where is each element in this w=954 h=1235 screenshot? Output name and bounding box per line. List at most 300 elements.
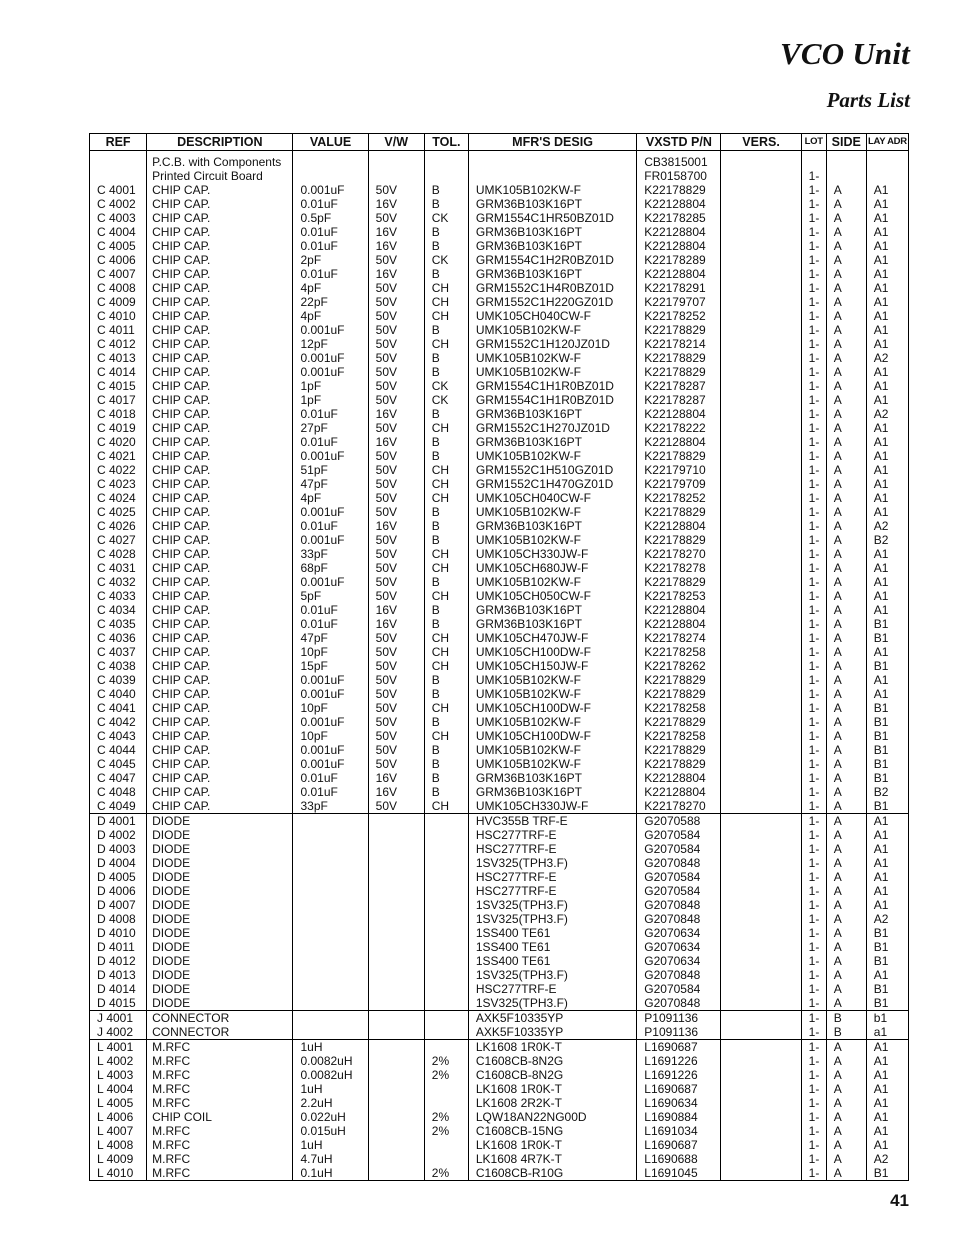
tol-cell: CH — [424, 491, 468, 505]
value-cell — [293, 954, 368, 968]
vw-cell — [368, 954, 424, 968]
side-cell: A — [826, 603, 866, 617]
vw-cell — [368, 1096, 424, 1110]
ref-cell: C 4010 — [90, 309, 147, 323]
vw-cell — [368, 912, 424, 926]
vers-cell — [721, 1166, 801, 1181]
side-cell: A — [826, 435, 866, 449]
vw-cell — [368, 1040, 424, 1055]
lot-cell: 1- — [801, 645, 826, 659]
ref-cell: C 4045 — [90, 757, 147, 771]
lay-adr-cell: A1 — [866, 575, 908, 589]
description-cell: CHIP CAP. — [147, 295, 293, 309]
lot-cell: 1- — [801, 1110, 826, 1124]
side-cell: A — [826, 407, 866, 421]
tol-cell: B — [424, 673, 468, 687]
vxstd-pn-cell: K22178829 — [637, 183, 721, 197]
vers-cell — [721, 281, 801, 295]
parts-table-body — [90, 151, 909, 1181]
vxstd-pn-cell: K22128804 — [637, 197, 721, 211]
vxstd-pn-cell: L1690688 — [637, 1152, 721, 1166]
description-cell: CHIP CAP. — [147, 239, 293, 253]
vw-cell — [368, 926, 424, 940]
mfr-desig-cell: UMK105B102KW-F — [468, 575, 636, 589]
mfr-desig-cell: UMK105B102KW-F — [468, 687, 636, 701]
lot-cell: 1- — [801, 814, 826, 829]
lay-adr-cell: B1 — [866, 617, 908, 631]
vw-cell — [368, 155, 424, 169]
ref-cell: C 4024 — [90, 491, 147, 505]
vxstd-pn-cell: L1690687 — [637, 1040, 721, 1055]
table-row — [90, 281, 909, 295]
vw-cell — [368, 940, 424, 954]
side-cell: A — [826, 785, 866, 799]
tol-cell: CH — [424, 477, 468, 491]
description-cell: CHIP CAP. — [147, 281, 293, 295]
value-cell: 47pF — [293, 477, 368, 491]
vxstd-pn-cell: K22178270 — [637, 799, 721, 814]
table-row — [90, 940, 909, 954]
description-cell: DIODE — [147, 856, 293, 870]
vxstd-pn-cell: K22128804 — [637, 603, 721, 617]
mfr-desig-cell: HVC355B TRF-E — [468, 814, 636, 829]
value-cell — [293, 996, 368, 1011]
vw-cell: 50V — [368, 729, 424, 743]
side-cell: A — [826, 1138, 866, 1152]
description-cell: CHIP CAP. — [147, 365, 293, 379]
vers-cell — [721, 155, 801, 169]
lay-adr-cell: A1 — [866, 449, 908, 463]
mfr-desig-cell: GRM36B103K16PT — [468, 617, 636, 631]
table-row — [90, 365, 909, 379]
ref-cell: C 4047 — [90, 771, 147, 785]
value-cell — [293, 912, 368, 926]
side-cell: A — [826, 631, 866, 645]
lot-cell: 1- — [801, 449, 826, 463]
vw-cell — [368, 842, 424, 856]
vers-cell — [721, 351, 801, 365]
lay-adr-cell: A1 — [866, 589, 908, 603]
lay-adr-cell: A1 — [866, 1040, 908, 1055]
vxstd-pn-cell: G2070584 — [637, 884, 721, 898]
vers-cell — [721, 842, 801, 856]
mfr-desig-cell: GRM36B103K16PT — [468, 603, 636, 617]
tol-cell — [424, 814, 468, 829]
lay-adr-cell: A1 — [866, 365, 908, 379]
value-cell: 0.015uH — [293, 1124, 368, 1138]
side-cell: A — [826, 996, 866, 1011]
value-cell — [293, 1011, 368, 1026]
table-row — [90, 982, 909, 996]
description-cell: M.RFC — [147, 1152, 293, 1166]
vw-cell: 16V — [368, 617, 424, 631]
mfr-desig-cell: LK1608 2R2K-T — [468, 1096, 636, 1110]
value-cell: 1uH — [293, 1138, 368, 1152]
side-cell: A — [826, 309, 866, 323]
mfr-desig-cell: LK1608 4R7K-T — [468, 1152, 636, 1166]
vw-cell: 50V — [368, 659, 424, 673]
description-cell: DIODE — [147, 814, 293, 829]
vw-cell: 16V — [368, 267, 424, 281]
vxstd-pn-cell: K22178829 — [637, 687, 721, 701]
value-cell: 47pF — [293, 631, 368, 645]
description-cell: CHIP COIL — [147, 1110, 293, 1124]
value-cell — [293, 898, 368, 912]
lay-adr-cell: A1 — [866, 505, 908, 519]
tol-cell: B — [424, 757, 468, 771]
tol-cell — [424, 912, 468, 926]
mfr-desig-cell: UMK105B102KW-F — [468, 673, 636, 687]
table-row — [90, 1138, 909, 1152]
lot-cell: 1- — [801, 169, 826, 183]
side-cell: A — [826, 253, 866, 267]
tol-cell: CH — [424, 701, 468, 715]
tol-cell — [424, 1138, 468, 1152]
lay-adr-cell: A1 — [866, 1110, 908, 1124]
vxstd-pn-cell: K22179709 — [637, 477, 721, 491]
vxstd-pn-cell: K22178829 — [637, 449, 721, 463]
vers-cell — [721, 856, 801, 870]
side-cell: A — [826, 645, 866, 659]
vers-cell — [721, 169, 801, 183]
lot-cell: 1- — [801, 519, 826, 533]
value-cell: 0.001uF — [293, 365, 368, 379]
lot-cell: 1- — [801, 884, 826, 898]
vers-cell — [721, 729, 801, 743]
column-header-vw: V/W — [368, 134, 424, 151]
value-cell — [293, 884, 368, 898]
tol-cell — [424, 996, 468, 1011]
mfr-desig-cell: 1SS400 TE61 — [468, 940, 636, 954]
vw-cell — [368, 856, 424, 870]
lot-cell: 1- — [801, 589, 826, 603]
lot-cell: 1- — [801, 799, 826, 814]
vers-cell — [721, 799, 801, 814]
description-cell: CONNECTOR — [147, 1011, 293, 1026]
lot-cell: 1- — [801, 940, 826, 954]
ref-cell: C 4028 — [90, 547, 147, 561]
lot-cell: 1- — [801, 771, 826, 785]
lot-cell: 1- — [801, 491, 826, 505]
tol-cell — [424, 856, 468, 870]
tol-cell: B — [424, 267, 468, 281]
tol-cell: CH — [424, 295, 468, 309]
vw-cell: 50V — [368, 477, 424, 491]
table-row — [90, 1054, 909, 1068]
lot-cell: 1- — [801, 281, 826, 295]
vw-cell: 50V — [368, 673, 424, 687]
table-row — [90, 393, 909, 407]
tol-cell — [424, 1096, 468, 1110]
vers-cell — [721, 884, 801, 898]
lay-adr-cell: B1 — [866, 757, 908, 771]
lot-cell: 1- — [801, 701, 826, 715]
description-cell: CHIP CAP. — [147, 225, 293, 239]
vers-cell — [721, 547, 801, 561]
ref-cell: D 4013 — [90, 968, 147, 982]
mfr-desig-cell: UMK105CH470JW-F — [468, 631, 636, 645]
ref-cell: C 4009 — [90, 295, 147, 309]
tol-cell: B — [424, 575, 468, 589]
tol-cell: CH — [424, 659, 468, 673]
vers-cell — [721, 1096, 801, 1110]
lot-cell: 1- — [801, 561, 826, 575]
vers-cell — [721, 701, 801, 715]
side-cell: A — [826, 365, 866, 379]
lot-cell: 1- — [801, 295, 826, 309]
description-cell: CHIP CAP. — [147, 631, 293, 645]
lay-adr-cell: A1 — [866, 295, 908, 309]
vers-cell — [721, 477, 801, 491]
vw-cell — [368, 968, 424, 982]
description-cell: DIODE — [147, 842, 293, 856]
mfr-desig-cell: UMK105B102KW-F — [468, 365, 636, 379]
vw-cell: 50V — [368, 211, 424, 225]
side-cell: A — [826, 267, 866, 281]
ref-cell: C 4048 — [90, 785, 147, 799]
mfr-desig-cell: UMK105B102KW-F — [468, 351, 636, 365]
side-cell: A — [826, 393, 866, 407]
vxstd-pn-cell: G2070588 — [637, 814, 721, 829]
vers-cell — [721, 771, 801, 785]
lay-adr-cell: A1 — [866, 239, 908, 253]
description-cell: CHIP CAP. — [147, 267, 293, 281]
vxstd-pn-cell: K22178252 — [637, 309, 721, 323]
tol-cell: CH — [424, 337, 468, 351]
vers-cell — [721, 870, 801, 884]
table-row — [90, 407, 909, 421]
vers-cell — [721, 828, 801, 842]
side-cell: A — [826, 701, 866, 715]
lot-cell: 1- — [801, 351, 826, 365]
vxstd-pn-cell: K22178829 — [637, 323, 721, 337]
page-title: VCO Unit — [780, 36, 910, 71]
mfr-desig-cell: GRM1552C1H220GZ01D — [468, 295, 636, 309]
vers-cell — [721, 323, 801, 337]
side-cell: A — [826, 954, 866, 968]
lay-adr-cell: A1 — [866, 814, 908, 829]
ref-cell: C 4043 — [90, 729, 147, 743]
ref-cell: D 4011 — [90, 940, 147, 954]
ref-cell: C 4004 — [90, 225, 147, 239]
tol-cell: CK — [424, 379, 468, 393]
mfr-desig-cell: GRM1552C1H270JZ01D — [468, 421, 636, 435]
vers-cell — [721, 589, 801, 603]
description-cell: M.RFC — [147, 1124, 293, 1138]
value-cell: 0.001uF — [293, 449, 368, 463]
column-header-value: VALUE — [293, 134, 368, 151]
vxstd-pn-cell: K22128804 — [637, 407, 721, 421]
vxstd-pn-cell: FR0158700 — [637, 169, 721, 183]
vers-cell — [721, 337, 801, 351]
table-row — [90, 421, 909, 435]
description-cell: CHIP CAP. — [147, 379, 293, 393]
side-cell: A — [826, 323, 866, 337]
lot-cell: 1- — [801, 1054, 826, 1068]
side-cell: A — [826, 799, 866, 814]
vers-cell — [721, 407, 801, 421]
tol-cell: B — [424, 225, 468, 239]
description-cell: CHIP CAP. — [147, 505, 293, 519]
tol-cell: CH — [424, 547, 468, 561]
lot-cell: 1- — [801, 996, 826, 1011]
description-cell: M.RFC — [147, 1054, 293, 1068]
lot-cell: 1- — [801, 898, 826, 912]
vw-cell: 50V — [368, 365, 424, 379]
lay-adr-cell: A1 — [866, 1082, 908, 1096]
description-cell: CHIP CAP. — [147, 757, 293, 771]
vw-cell: 16V — [368, 519, 424, 533]
mfr-desig-cell: UMK105B102KW-F — [468, 323, 636, 337]
value-cell: 0.01uF — [293, 225, 368, 239]
lot-cell: 1- — [801, 365, 826, 379]
lay-adr-cell: A1 — [866, 1138, 908, 1152]
lot-cell: 1- — [801, 1082, 826, 1096]
mfr-desig-cell: GRM36B103K16PT — [468, 267, 636, 281]
side-cell: A — [826, 337, 866, 351]
vers-cell — [721, 968, 801, 982]
vers-cell — [721, 1082, 801, 1096]
table-row — [90, 1040, 909, 1055]
lay-adr-cell: A2 — [866, 912, 908, 926]
lot-cell: 1- — [801, 211, 826, 225]
description-cell: CHIP CAP. — [147, 701, 293, 715]
value-cell — [293, 828, 368, 842]
mfr-desig-cell: GRM36B103K16PT — [468, 225, 636, 239]
vw-cell: 50V — [368, 799, 424, 814]
page-number: 41 — [890, 1191, 909, 1210]
ref-cell: C 4036 — [90, 631, 147, 645]
table-row — [90, 1096, 909, 1110]
value-cell — [293, 926, 368, 940]
table-row — [90, 351, 909, 365]
vw-cell: 50V — [368, 715, 424, 729]
table-row — [90, 547, 909, 561]
vxstd-pn-cell: K22178222 — [637, 421, 721, 435]
lot-cell: 1- — [801, 785, 826, 799]
vers-cell — [721, 687, 801, 701]
description-cell: CHIP CAP. — [147, 351, 293, 365]
vw-cell — [368, 828, 424, 842]
value-cell: 1pF — [293, 393, 368, 407]
ref-cell: C 4011 — [90, 323, 147, 337]
vxstd-pn-cell: G2070584 — [637, 870, 721, 884]
vxstd-pn-cell: K22128804 — [637, 617, 721, 631]
value-cell: 10pF — [293, 729, 368, 743]
vxstd-pn-cell: K22128804 — [637, 785, 721, 799]
value-cell: 0.001uF — [293, 351, 368, 365]
ref-cell: C 4007 — [90, 267, 147, 281]
value-cell: 0.01uF — [293, 267, 368, 281]
side-cell: A — [826, 912, 866, 926]
side-cell: A — [826, 533, 866, 547]
vw-cell: 16V — [368, 603, 424, 617]
value-cell: 2pF — [293, 253, 368, 267]
description-cell: CHIP CAP. — [147, 771, 293, 785]
description-cell: DIODE — [147, 828, 293, 842]
table-row — [90, 561, 909, 575]
table-row — [90, 449, 909, 463]
description-cell: CHIP CAP. — [147, 645, 293, 659]
vw-cell — [368, 1152, 424, 1166]
tol-cell: B — [424, 197, 468, 211]
side-cell: A — [826, 926, 866, 940]
side-cell: A — [826, 814, 866, 829]
mfr-desig-cell: GRM36B103K16PT — [468, 197, 636, 211]
value-cell: 4pF — [293, 491, 368, 505]
table-header-row — [90, 134, 909, 151]
ref-cell: C 4023 — [90, 477, 147, 491]
side-cell: A — [826, 505, 866, 519]
value-cell: 1uH — [293, 1040, 368, 1055]
lay-adr-cell: B1 — [866, 659, 908, 673]
description-cell: CHIP CAP. — [147, 463, 293, 477]
lot-cell: 1- — [801, 421, 826, 435]
table-row — [90, 197, 909, 211]
mfr-desig-cell: C1608CB-8N2G — [468, 1068, 636, 1082]
lay-adr-cell: A1 — [866, 267, 908, 281]
description-cell: CHIP CAP. — [147, 617, 293, 631]
lay-adr-cell — [866, 155, 908, 169]
vxstd-pn-cell: K22178253 — [637, 589, 721, 603]
mfr-desig-cell: GRM36B103K16PT — [468, 785, 636, 799]
table-row — [90, 701, 909, 715]
tol-cell: CK — [424, 211, 468, 225]
ref-cell: D 4001 — [90, 814, 147, 829]
parts-table — [89, 133, 909, 1181]
description-cell: CONNECTOR — [147, 1025, 293, 1040]
mfr-desig-cell: UMK105B102KW-F — [468, 757, 636, 771]
lay-adr-cell: A2 — [866, 407, 908, 421]
tol-cell: CH — [424, 421, 468, 435]
vxstd-pn-cell: G2070848 — [637, 912, 721, 926]
mfr-desig-cell: GRM36B103K16PT — [468, 519, 636, 533]
side-cell: A — [826, 281, 866, 295]
mfr-desig-cell: GRM36B103K16PT — [468, 435, 636, 449]
side-cell: A — [826, 477, 866, 491]
vers-cell — [721, 211, 801, 225]
mfr-desig-cell: UMK105B102KW-F — [468, 449, 636, 463]
lot-cell: 1- — [801, 757, 826, 771]
value-cell — [293, 870, 368, 884]
lot-cell: 1- — [801, 309, 826, 323]
table-row — [90, 743, 909, 757]
table-row — [90, 1124, 909, 1138]
ref-cell: D 4004 — [90, 856, 147, 870]
ref-cell: L 4009 — [90, 1152, 147, 1166]
vxstd-pn-cell: K22178278 — [637, 561, 721, 575]
tol-cell — [424, 982, 468, 996]
ref-cell: D 4005 — [90, 870, 147, 884]
lot-cell: 1- — [801, 1152, 826, 1166]
lay-adr-cell: a1 — [866, 1025, 908, 1040]
ref-cell: C 4034 — [90, 603, 147, 617]
vers-cell — [721, 197, 801, 211]
mfr-desig-cell: UMK105CH100DW-F — [468, 701, 636, 715]
table-row — [90, 757, 909, 771]
ref-cell: C 4033 — [90, 589, 147, 603]
vers-cell — [721, 449, 801, 463]
description-cell: M.RFC — [147, 1096, 293, 1110]
vw-cell — [368, 1110, 424, 1124]
value-cell: 0.001uF — [293, 505, 368, 519]
vxstd-pn-cell: G2070848 — [637, 996, 721, 1011]
vxstd-pn-cell: L1691226 — [637, 1054, 721, 1068]
lay-adr-cell: B1 — [866, 1166, 908, 1181]
vxstd-pn-cell: K22178829 — [637, 715, 721, 729]
side-cell: A — [826, 1124, 866, 1138]
vxstd-pn-cell: K22128804 — [637, 435, 721, 449]
